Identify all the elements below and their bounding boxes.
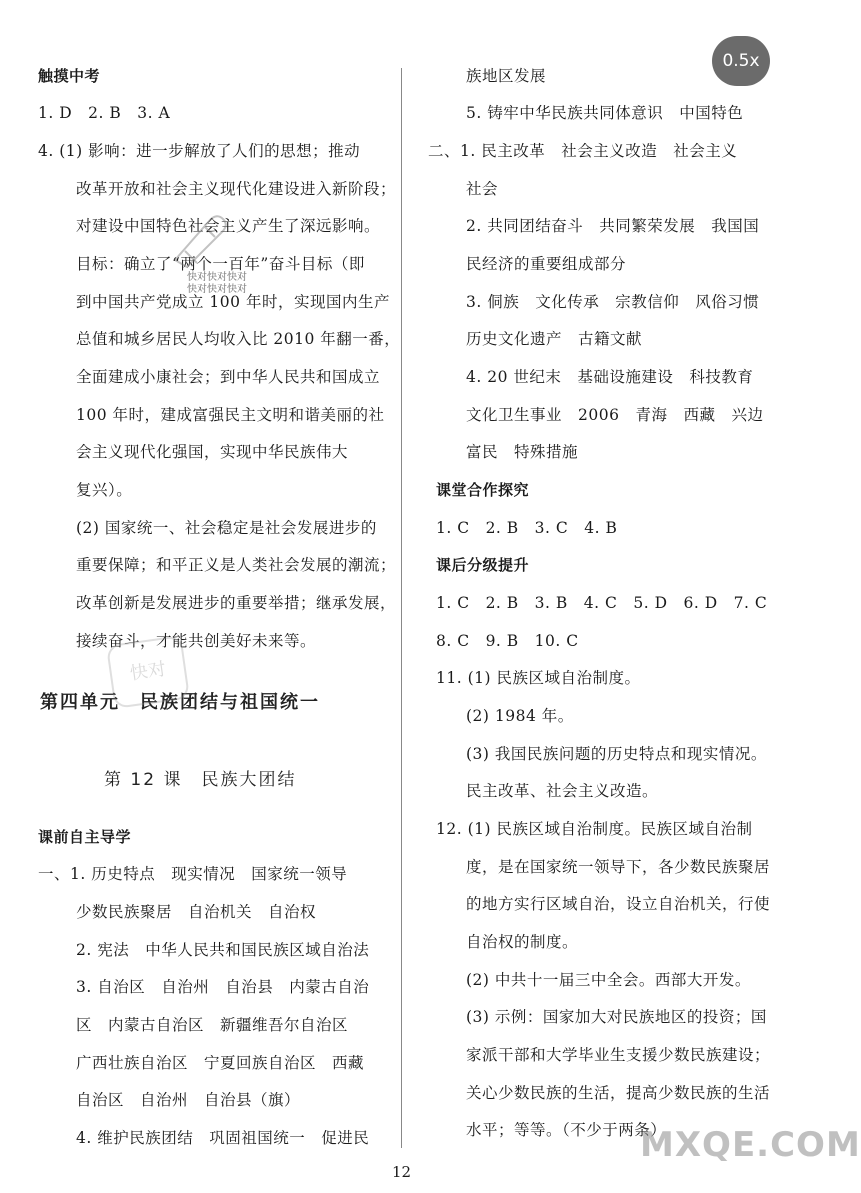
answer-line: 复兴）。 bbox=[76, 481, 133, 499]
answer-line: 民主改革、社会主义改造。 bbox=[466, 782, 659, 800]
answer-line: (2) 中共十一届三中全会。西部大开发。 bbox=[466, 971, 751, 989]
answer-line: 自治区 自治州 自治县（旗） bbox=[76, 1091, 301, 1109]
watermark-text bbox=[187, 272, 247, 296]
column-divider bbox=[401, 68, 402, 1148]
answer-line: 1. D 2. B 3. A bbox=[38, 104, 171, 122]
answer-line: 会主义现代化强国，实现中华民族伟大 bbox=[76, 443, 349, 461]
answer-line: 4. 20 世纪末 基础设施建设 科技教育 bbox=[466, 368, 754, 386]
answer-line: 水平；等等。（不少于两条） bbox=[466, 1121, 667, 1139]
answer-line: 4. (1) 影响：进一步解放了人们的思想；推动 bbox=[38, 142, 361, 160]
answer-line: 改革开放和社会主义现代化建设进入新阶段； bbox=[76, 180, 397, 198]
watermark-line: 快对快对快对 bbox=[187, 272, 247, 283]
answer-line: 全面建成小康社会；到中华人民共和国成立 bbox=[76, 368, 381, 386]
lesson-title: 第 12 课 民族大团结 bbox=[104, 770, 297, 790]
answer-line: 广西壮族自治区 宁夏回族自治区 西藏 bbox=[76, 1054, 365, 1072]
answer-line: (2) 1984 年。 bbox=[466, 707, 574, 725]
answer-line: 社会 bbox=[466, 180, 499, 198]
watermark-logo-icon bbox=[165, 205, 235, 275]
zoom-level-button[interactable]: 0.5x bbox=[712, 36, 770, 86]
answer-line: 1. C 2. B 3. C 4. B bbox=[436, 519, 618, 537]
answer-line: 2. 宪法 中华人民共和国民族区域自治法 bbox=[76, 941, 370, 959]
section-heading-class: 课堂合作探究 bbox=[436, 481, 530, 499]
answer-line: 目标：确立了“两个一百年”奋斗目标（即 bbox=[76, 255, 365, 273]
answer-line: 家派干部和大学毕业生支援少数民族建设； bbox=[466, 1046, 771, 1064]
answer-line: 11. (1) 民族区域自治制度。 bbox=[436, 669, 641, 687]
answer-line: 自治权的制度。 bbox=[466, 933, 579, 951]
answer-line: 重要保障；和平正义是人类社会发展的潮流； bbox=[76, 556, 397, 574]
answer-line: 改革创新是发展进步的重要举措；继承发展， bbox=[76, 594, 397, 612]
answer-line: 接续奋斗，才能共创美好未来等。 bbox=[76, 632, 317, 650]
answer-line: 到中国共产党成立 100 年时，实现国内生产 bbox=[76, 293, 390, 311]
site-watermark: MXQE.COM bbox=[640, 1125, 861, 1165]
answer-line: 2. 共同团结奋斗 共同繁荣发展 我国国 bbox=[466, 217, 760, 235]
page-number: 12 bbox=[392, 1163, 412, 1181]
section-heading-exam: 触摸中考 bbox=[38, 67, 101, 85]
answer-line: 3. 自治区 自治州 自治县 内蒙古自治 bbox=[76, 978, 370, 996]
answer-line: 族地区发展 bbox=[466, 67, 547, 85]
answer-line: 8. C 9. B 10. C bbox=[436, 632, 579, 650]
answer-line: 区 内蒙古自治区 新疆维吾尔自治区 bbox=[76, 1016, 349, 1034]
answer-line: 3. 侗族 文化传承 宗教信仰 风俗习惯 bbox=[466, 293, 760, 311]
answer-line: 总值和城乡居民人均收入比 2010 年翻一番， bbox=[76, 330, 401, 348]
answer-line: 12. (1) 民族区域自治制度。民族区域自治制 bbox=[436, 820, 753, 838]
answer-line: (2) 国家统一、社会稳定是社会发展进步的 bbox=[76, 519, 377, 537]
section-heading-after: 课后分级提升 bbox=[436, 556, 530, 574]
answer-line: 100 年时，建成富强民主文明和谐美丽的社 bbox=[76, 406, 385, 424]
section-heading-preview: 课前自主导学 bbox=[38, 828, 132, 846]
unit-title: 第四单元 民族团结与祖国统一 bbox=[40, 692, 320, 713]
watermark-line: 快对快对快对 bbox=[187, 284, 247, 295]
answer-line: 一、1. 历史特点 现实情况 国家统一领导 bbox=[38, 865, 348, 883]
answer-line: 文化卫生事业 2006 青海 西藏 兴边 bbox=[466, 406, 764, 424]
answer-line: 历史文化遗产 古籍文献 bbox=[466, 330, 643, 348]
answer-line: (3) 示例：国家加大对民族地区的投资；国 bbox=[466, 1008, 767, 1026]
answer-line: 少数民族聚居 自治机关 自治权 bbox=[76, 903, 317, 921]
answer-line: 1. C 2. B 3. B 4. C 5. D 6. D 7. C bbox=[436, 594, 768, 612]
answer-line: 度，是在国家统一领导下，各少数民族聚居 bbox=[466, 858, 771, 876]
watermark-stamp: 快对 bbox=[106, 635, 190, 709]
answer-line: 的地方实行区域自治，设立自治机关，行使 bbox=[466, 895, 771, 913]
answer-line: 4. 维护民族团结 巩固祖国统一 促进民 bbox=[76, 1129, 370, 1147]
answer-line: (3) 我国民族问题的历史特点和现实情况。 bbox=[466, 745, 767, 763]
answer-line: 5. 铸牢中华民族共同体意识 中国特色 bbox=[466, 104, 744, 122]
answer-line: 富民 特殊措施 bbox=[466, 443, 579, 461]
answer-line: 二、1. 民主改革 社会主义改造 社会主义 bbox=[428, 142, 738, 160]
answer-line: 对建设中国特色社会主义产生了深远影响。 bbox=[76, 217, 381, 235]
answer-line: 关心少数民族的生活，提高少数民族的生活 bbox=[466, 1084, 771, 1102]
answer-line: 民经济的重要组成部分 bbox=[466, 255, 627, 273]
